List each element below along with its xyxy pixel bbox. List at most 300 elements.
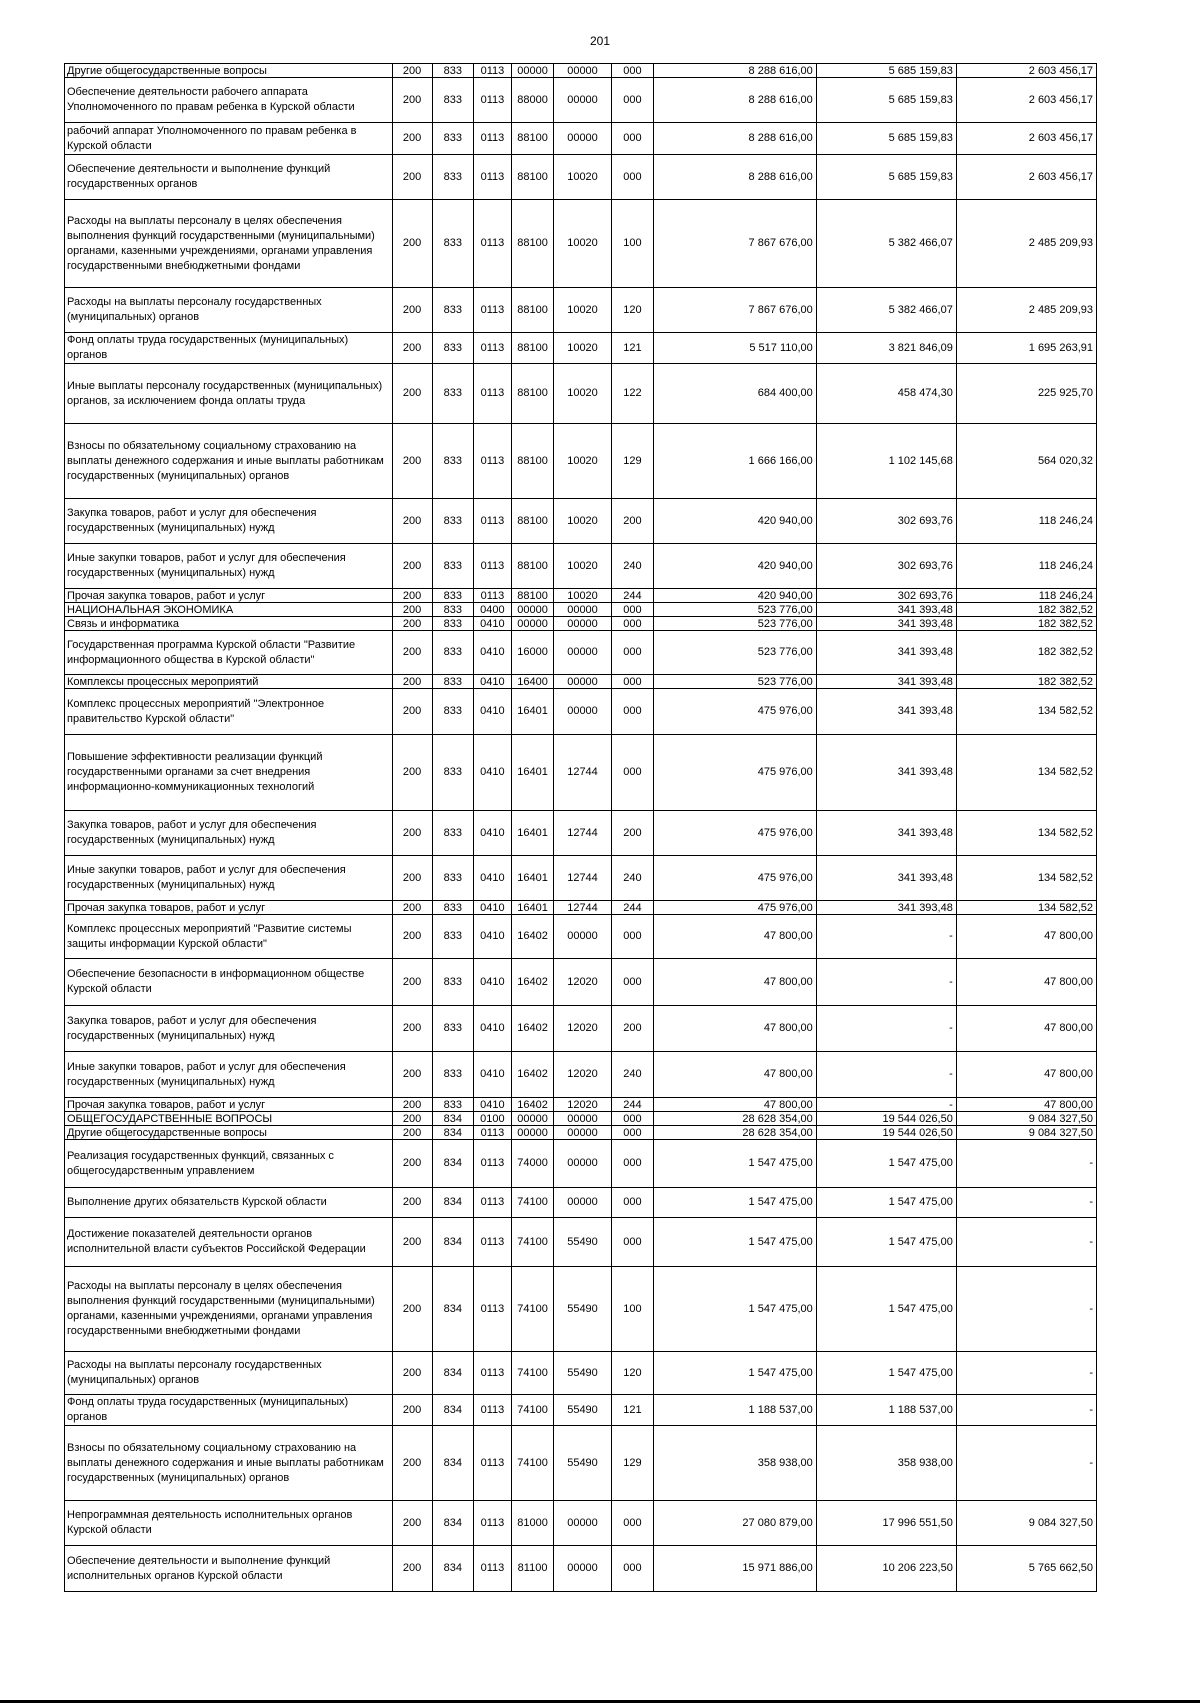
code-cell-4: 00000	[511, 1112, 553, 1126]
row-name-cell: Иные выплаты персоналу государственных (муниципальных) органов, за исключением фонда оплаты труда	[65, 364, 393, 424]
amount-cell-3: 47 800,00	[956, 915, 1096, 959]
code-cell-5: 10020	[554, 333, 612, 364]
code-cell-2: 834	[432, 1426, 473, 1501]
code-cell-6: 121	[611, 333, 653, 364]
code-cell-5: 10020	[554, 544, 612, 589]
code-cell-6: 200	[611, 811, 653, 856]
code-cell-6: 244	[611, 901, 653, 915]
code-cell-1: 200	[392, 424, 432, 499]
code-cell-6: 240	[611, 1052, 653, 1098]
table-row	[65, 155, 1097, 200]
row-name-cell: Взносы по обязательному социальному страхованию на выплаты денежного содержания и иные выплаты работникам государственных (муниципальных) органов	[65, 1426, 393, 1501]
code-cell-3: 0113	[473, 333, 511, 364]
code-cell-4: 16402	[511, 1006, 553, 1052]
table-row	[65, 589, 1097, 603]
code-cell-2: 833	[432, 675, 473, 689]
row-name-cell: Обеспечение деятельности рабочего аппарата Уполномоченного по правам ребенка в Курской области	[65, 78, 393, 123]
code-cell-1: 200	[392, 811, 432, 856]
amount-cell-3: 134 582,52	[956, 901, 1096, 915]
amount-cell-3: 182 382,52	[956, 617, 1096, 631]
code-cell-2: 833	[432, 689, 473, 735]
code-cell-1: 200	[392, 1126, 432, 1140]
row-name-cell: Комплекс процессных мероприятий "Развитие системы защиты информации Курской области"	[65, 915, 393, 959]
code-cell-4: 74100	[511, 1395, 553, 1426]
amount-cell-1: 1 547 475,00	[654, 1188, 817, 1218]
code-cell-2: 833	[432, 364, 473, 424]
amount-cell-2: 1 547 475,00	[816, 1218, 956, 1267]
code-cell-4: 88100	[511, 123, 553, 155]
table-row	[65, 1112, 1097, 1126]
amount-cell-1: 523 776,00	[654, 675, 817, 689]
code-cell-6: 000	[611, 735, 653, 811]
code-cell-5: 10020	[554, 499, 612, 544]
amount-cell-2: 341 393,48	[816, 811, 956, 856]
code-cell-4: 16401	[511, 901, 553, 915]
code-cell-5: 12744	[554, 811, 612, 856]
row-name-cell: Государственная программа Курской области "Развитие информационного общества в Курской области"	[65, 631, 393, 675]
code-cell-4: 74100	[511, 1218, 553, 1267]
code-cell-5: 10020	[554, 155, 612, 200]
code-cell-5: 00000	[554, 1140, 612, 1188]
code-cell-1: 200	[392, 1501, 432, 1546]
code-cell-2: 833	[432, 735, 473, 811]
amount-cell-3: 182 382,52	[956, 631, 1096, 675]
code-cell-4: 88100	[511, 544, 553, 589]
row-name-cell: Комплексы процессных мероприятий	[65, 675, 393, 689]
amount-cell-1: 47 800,00	[654, 915, 817, 959]
code-cell-6: 000	[611, 959, 653, 1006]
code-cell-2: 833	[432, 959, 473, 1006]
amount-cell-2: 302 693,76	[816, 499, 956, 544]
amount-cell-1: 8 288 616,00	[654, 123, 817, 155]
code-cell-4: 81100	[511, 1546, 553, 1592]
code-cell-2: 833	[432, 811, 473, 856]
row-name-cell: Закупка товаров, работ и услуг для обеспечения государственных (муниципальных) нужд	[65, 499, 393, 544]
code-cell-4: 16402	[511, 1052, 553, 1098]
code-cell-1: 200	[392, 155, 432, 200]
code-cell-6: 000	[611, 1112, 653, 1126]
code-cell-4: 00000	[511, 603, 553, 617]
amount-cell-3: 118 246,24	[956, 499, 1096, 544]
code-cell-2: 833	[432, 901, 473, 915]
row-name-cell: Расходы на выплаты персоналу в целях обеспечения выполнения функций государственными (муниципальными) органами, казенными учреждениями, органами управления государственными внебюджетными фондами	[65, 1267, 393, 1352]
amount-cell-1: 475 976,00	[654, 811, 817, 856]
code-cell-3: 0113	[473, 1426, 511, 1501]
code-cell-3: 0113	[473, 1395, 511, 1426]
code-cell-5: 00000	[554, 64, 612, 78]
row-name-cell: Выполнение других обязательств Курской области	[65, 1188, 393, 1218]
code-cell-5: 10020	[554, 424, 612, 499]
code-cell-3: 0113	[473, 1546, 511, 1592]
amount-cell-1: 7 867 676,00	[654, 200, 817, 288]
table-row	[65, 856, 1097, 901]
code-cell-2: 833	[432, 78, 473, 123]
amount-cell-3: -	[956, 1352, 1096, 1395]
amount-cell-1: 47 800,00	[654, 1052, 817, 1098]
amount-cell-2: 458 474,30	[816, 364, 956, 424]
amount-cell-3: 134 582,52	[956, 689, 1096, 735]
code-cell-2: 834	[432, 1395, 473, 1426]
code-cell-1: 200	[392, 735, 432, 811]
amount-cell-1: 420 940,00	[654, 499, 817, 544]
code-cell-6: 000	[611, 1126, 653, 1140]
code-cell-5: 12020	[554, 959, 612, 1006]
code-cell-2: 833	[432, 155, 473, 200]
amount-cell-1: 47 800,00	[654, 1098, 817, 1112]
code-cell-1: 200	[392, 675, 432, 689]
amount-cell-2: 5 685 159,83	[816, 64, 956, 78]
amount-cell-2: 3 821 846,09	[816, 333, 956, 364]
code-cell-5: 12020	[554, 1006, 612, 1052]
code-cell-6: 000	[611, 1501, 653, 1546]
table-row	[65, 364, 1097, 424]
amount-cell-2: -	[816, 1052, 956, 1098]
table-row	[65, 499, 1097, 544]
code-cell-6: 122	[611, 364, 653, 424]
code-cell-5: 10020	[554, 288, 612, 333]
code-cell-1: 200	[392, 617, 432, 631]
amount-cell-2: 1 102 145,68	[816, 424, 956, 499]
row-name-cell: Комплекс процессных мероприятий "Электронное правительство Курской области"	[65, 689, 393, 735]
amount-cell-1: 5 517 110,00	[654, 333, 817, 364]
code-cell-2: 833	[432, 1098, 473, 1112]
amount-cell-1: 47 800,00	[654, 959, 817, 1006]
code-cell-5: 55490	[554, 1352, 612, 1395]
amount-cell-2: 5 382 466,07	[816, 200, 956, 288]
amount-cell-3: 9 084 327,50	[956, 1112, 1096, 1126]
code-cell-1: 200	[392, 1188, 432, 1218]
table-row	[65, 675, 1097, 689]
amount-cell-3: -	[956, 1140, 1096, 1188]
amount-cell-1: 7 867 676,00	[654, 288, 817, 333]
amount-cell-2: 341 393,48	[816, 856, 956, 901]
code-cell-3: 0410	[473, 689, 511, 735]
amount-cell-3: -	[956, 1267, 1096, 1352]
table-row	[65, 1501, 1097, 1546]
row-name-cell: Повышение эффективности реализации функций государственными органами за счет внедрения информационно-коммуникационных технологий	[65, 735, 393, 811]
amount-cell-2: -	[816, 959, 956, 1006]
amount-cell-2: 19 544 026,50	[816, 1126, 956, 1140]
amount-cell-2: 341 393,48	[816, 617, 956, 631]
code-cell-5: 10020	[554, 364, 612, 424]
amount-cell-1: 475 976,00	[654, 735, 817, 811]
code-cell-5: 00000	[554, 631, 612, 675]
amount-cell-2: 5 382 466,07	[816, 288, 956, 333]
code-cell-4: 88100	[511, 589, 553, 603]
code-cell-6: 240	[611, 856, 653, 901]
amount-cell-3: 47 800,00	[956, 959, 1096, 1006]
row-name-cell: Достижение показателей деятельности органов исполнительной власти субъектов Российской Федерации	[65, 1218, 393, 1267]
row-name-cell: Обеспечение деятельности и выполнение функций государственных органов	[65, 155, 393, 200]
code-cell-6: 120	[611, 288, 653, 333]
code-cell-6: 000	[611, 631, 653, 675]
table-row	[65, 1426, 1097, 1501]
amount-cell-2: -	[816, 1098, 956, 1112]
code-cell-3: 0113	[473, 1126, 511, 1140]
code-cell-6: 000	[611, 123, 653, 155]
row-name-cell: Закупка товаров, работ и услуг для обеспечения государственных (муниципальных) нужд	[65, 1006, 393, 1052]
code-cell-1: 200	[392, 499, 432, 544]
amount-cell-3: 118 246,24	[956, 589, 1096, 603]
code-cell-2: 834	[432, 1267, 473, 1352]
amount-cell-1: 1 547 475,00	[654, 1352, 817, 1395]
code-cell-6: 244	[611, 589, 653, 603]
code-cell-1: 200	[392, 631, 432, 675]
amount-cell-2: 302 693,76	[816, 589, 956, 603]
code-cell-2: 833	[432, 123, 473, 155]
code-cell-2: 833	[432, 544, 473, 589]
amount-cell-1: 1 547 475,00	[654, 1140, 817, 1188]
code-cell-2: 834	[432, 1188, 473, 1218]
table-row	[65, 123, 1097, 155]
amount-cell-1: 523 776,00	[654, 603, 817, 617]
code-cell-3: 0113	[473, 1140, 511, 1188]
amount-cell-2: 5 685 159,83	[816, 123, 956, 155]
code-cell-5: 00000	[554, 689, 612, 735]
amount-cell-3: 2 485 209,93	[956, 288, 1096, 333]
code-cell-6: 200	[611, 1006, 653, 1052]
amount-cell-1: 15 971 886,00	[654, 1546, 817, 1592]
amount-cell-2: 5 685 159,83	[816, 78, 956, 123]
table-row	[65, 1140, 1097, 1188]
code-cell-4: 74100	[511, 1352, 553, 1395]
row-name-cell: Расходы на выплаты персоналу государственных (муниципальных) органов	[65, 288, 393, 333]
amount-cell-1: 28 628 354,00	[654, 1112, 817, 1126]
row-name-cell: Иные закупки товаров, работ и услуг для обеспечения государственных (муниципальных) нужд	[65, 856, 393, 901]
row-name-cell: Непрограммная деятельность исполнительных органов Курской области	[65, 1501, 393, 1546]
amount-cell-3: 134 582,52	[956, 735, 1096, 811]
row-name-cell: Реализация государственных функций, связанных с общегосударственным управлением	[65, 1140, 393, 1188]
amount-cell-3: 2 485 209,93	[956, 200, 1096, 288]
code-cell-1: 200	[392, 1098, 432, 1112]
code-cell-1: 200	[392, 901, 432, 915]
table-row	[65, 959, 1097, 1006]
code-cell-5: 00000	[554, 1112, 612, 1126]
code-cell-3: 0113	[473, 288, 511, 333]
code-cell-3: 0113	[473, 123, 511, 155]
code-cell-4: 88000	[511, 78, 553, 123]
code-cell-3: 0113	[473, 155, 511, 200]
code-cell-5: 00000	[554, 1126, 612, 1140]
code-cell-3: 0410	[473, 735, 511, 811]
code-cell-4: 88100	[511, 288, 553, 333]
table-row	[65, 78, 1097, 123]
code-cell-1: 200	[392, 1352, 432, 1395]
code-cell-4: 88100	[511, 364, 553, 424]
amount-cell-2: 341 393,48	[816, 901, 956, 915]
table-body	[65, 64, 1097, 1592]
row-name-cell: Фонд оплаты труда государственных (муниципальных) органов	[65, 1395, 393, 1426]
amount-cell-3: -	[956, 1188, 1096, 1218]
code-cell-3: 0410	[473, 1098, 511, 1112]
code-cell-2: 833	[432, 589, 473, 603]
row-name-cell: Прочая закупка товаров, работ и услуг	[65, 589, 393, 603]
amount-cell-1: 1 547 475,00	[654, 1218, 817, 1267]
code-cell-2: 833	[432, 333, 473, 364]
code-cell-6: 244	[611, 1098, 653, 1112]
amount-cell-3: 47 800,00	[956, 1006, 1096, 1052]
table-row	[65, 915, 1097, 959]
table-row	[65, 424, 1097, 499]
amount-cell-1: 420 940,00	[654, 589, 817, 603]
code-cell-6: 000	[611, 617, 653, 631]
amount-cell-3: 2 603 456,17	[956, 155, 1096, 200]
code-cell-6: 000	[611, 689, 653, 735]
amount-cell-1: 1 188 537,00	[654, 1395, 817, 1426]
code-cell-5: 55490	[554, 1426, 612, 1501]
row-name-cell: Взносы по обязательному социальному страхованию на выплаты денежного содержания и иные выплаты работникам государственных (муниципальных) органов	[65, 424, 393, 499]
row-name-cell: Прочая закупка товаров, работ и услуг	[65, 1098, 393, 1112]
code-cell-2: 834	[432, 1352, 473, 1395]
amount-cell-1: 8 288 616,00	[654, 64, 817, 78]
table-row	[65, 735, 1097, 811]
code-cell-3: 0113	[473, 589, 511, 603]
amount-cell-1: 475 976,00	[654, 856, 817, 901]
amount-cell-3: 2 603 456,17	[956, 123, 1096, 155]
code-cell-1: 200	[392, 64, 432, 78]
table-row	[65, 1546, 1097, 1592]
code-cell-4: 16401	[511, 811, 553, 856]
code-cell-3: 0113	[473, 1267, 511, 1352]
code-cell-6: 000	[611, 1218, 653, 1267]
table-row	[65, 811, 1097, 856]
code-cell-1: 200	[392, 1006, 432, 1052]
code-cell-5: 00000	[554, 1501, 612, 1546]
code-cell-6: 000	[611, 1546, 653, 1592]
code-cell-4: 88100	[511, 200, 553, 288]
code-cell-5: 00000	[554, 915, 612, 959]
code-cell-4: 74100	[511, 1426, 553, 1501]
code-cell-1: 200	[392, 1395, 432, 1426]
code-cell-4: 16401	[511, 856, 553, 901]
amount-cell-2: 1 547 475,00	[816, 1188, 956, 1218]
code-cell-2: 834	[432, 1112, 473, 1126]
code-cell-5: 10020	[554, 200, 612, 288]
amount-cell-3: 9 084 327,50	[956, 1501, 1096, 1546]
row-name-cell: Иные закупки товаров, работ и услуг для обеспечения государственных (муниципальных) нужд	[65, 544, 393, 589]
row-name-cell: рабочий аппарат Уполномоченного по правам ребенка в Курской области	[65, 123, 393, 155]
row-name-cell: Закупка товаров, работ и услуг для обеспечения государственных (муниципальных) нужд	[65, 811, 393, 856]
amount-cell-3: -	[956, 1218, 1096, 1267]
code-cell-4: 16400	[511, 675, 553, 689]
amount-cell-2: 358 938,00	[816, 1426, 956, 1501]
code-cell-5: 00000	[554, 675, 612, 689]
code-cell-2: 833	[432, 424, 473, 499]
amount-cell-3: 182 382,52	[956, 675, 1096, 689]
code-cell-1: 200	[392, 1052, 432, 1098]
code-cell-3: 0410	[473, 631, 511, 675]
table-row	[65, 288, 1097, 333]
table-row	[65, 1126, 1097, 1140]
code-cell-3: 0113	[473, 1188, 511, 1218]
code-cell-1: 200	[392, 123, 432, 155]
code-cell-2: 833	[432, 499, 473, 544]
row-name-cell: Иные закупки товаров, работ и услуг для обеспечения государственных (муниципальных) нужд	[65, 1052, 393, 1098]
code-cell-5: 55490	[554, 1395, 612, 1426]
code-cell-6: 120	[611, 1352, 653, 1395]
amount-cell-1: 1 547 475,00	[654, 1267, 817, 1352]
code-cell-5: 00000	[554, 1546, 612, 1592]
code-cell-5: 12744	[554, 735, 612, 811]
row-name-cell: НАЦИОНАЛЬНАЯ ЭКОНОМИКА	[65, 603, 393, 617]
code-cell-3: 0113	[473, 544, 511, 589]
code-cell-3: 0410	[473, 915, 511, 959]
code-cell-5: 00000	[554, 617, 612, 631]
code-cell-5: 12020	[554, 1052, 612, 1098]
code-cell-4: 00000	[511, 617, 553, 631]
code-cell-1: 200	[392, 589, 432, 603]
table-row	[65, 1218, 1097, 1267]
code-cell-6: 000	[611, 1188, 653, 1218]
code-cell-3: 0113	[473, 364, 511, 424]
code-cell-2: 833	[432, 64, 473, 78]
code-cell-4: 81000	[511, 1501, 553, 1546]
amount-cell-2: 341 393,48	[816, 631, 956, 675]
amount-cell-2: -	[816, 1006, 956, 1052]
amount-cell-3: 47 800,00	[956, 1098, 1096, 1112]
table-row	[65, 1267, 1097, 1352]
amount-cell-2: 341 393,48	[816, 675, 956, 689]
code-cell-4: 16402	[511, 915, 553, 959]
amount-cell-1: 475 976,00	[654, 689, 817, 735]
code-cell-6: 121	[611, 1395, 653, 1426]
code-cell-1: 200	[392, 544, 432, 589]
row-name-cell: Расходы на выплаты персоналу в целях обеспечения выполнения функций государственными (муниципальными) органами, казенными учреждениями, органами управления государственными внебюджетными фондами	[65, 200, 393, 288]
table-row	[65, 631, 1097, 675]
table-row	[65, 200, 1097, 288]
amount-cell-2: 5 685 159,83	[816, 155, 956, 200]
code-cell-3: 0113	[473, 78, 511, 123]
amount-cell-1: 358 938,00	[654, 1426, 817, 1501]
table-row	[65, 1052, 1097, 1098]
amount-cell-1: 8 288 616,00	[654, 155, 817, 200]
code-cell-1: 200	[392, 915, 432, 959]
code-cell-3: 0113	[473, 1352, 511, 1395]
amount-cell-3: 182 382,52	[956, 603, 1096, 617]
code-cell-1: 200	[392, 856, 432, 901]
code-cell-3: 0113	[473, 499, 511, 544]
table-row	[65, 1352, 1097, 1395]
code-cell-1: 200	[392, 200, 432, 288]
code-cell-6: 000	[611, 603, 653, 617]
code-cell-1: 200	[392, 1112, 432, 1126]
code-cell-4: 16402	[511, 1098, 553, 1112]
table-row	[65, 1006, 1097, 1052]
table-row	[65, 617, 1097, 631]
code-cell-1: 200	[392, 603, 432, 617]
row-name-cell: Другие общегосударственные вопросы	[65, 64, 393, 78]
code-cell-6: 129	[611, 424, 653, 499]
code-cell-4: 74100	[511, 1188, 553, 1218]
amount-cell-2: 302 693,76	[816, 544, 956, 589]
code-cell-1: 200	[392, 1218, 432, 1267]
code-cell-2: 833	[432, 617, 473, 631]
code-cell-4: 88100	[511, 424, 553, 499]
code-cell-4: 88100	[511, 155, 553, 200]
code-cell-4: 88100	[511, 333, 553, 364]
table-row	[65, 64, 1097, 78]
code-cell-4: 16401	[511, 689, 553, 735]
amount-cell-3: 118 246,24	[956, 544, 1096, 589]
amount-cell-1: 420 940,00	[654, 544, 817, 589]
code-cell-6: 000	[611, 155, 653, 200]
code-cell-2: 833	[432, 1052, 473, 1098]
amount-cell-2: 341 393,48	[816, 603, 956, 617]
amount-cell-2: -	[816, 915, 956, 959]
code-cell-3: 0113	[473, 1501, 511, 1546]
code-cell-2: 833	[432, 856, 473, 901]
amount-cell-1: 684 400,00	[654, 364, 817, 424]
